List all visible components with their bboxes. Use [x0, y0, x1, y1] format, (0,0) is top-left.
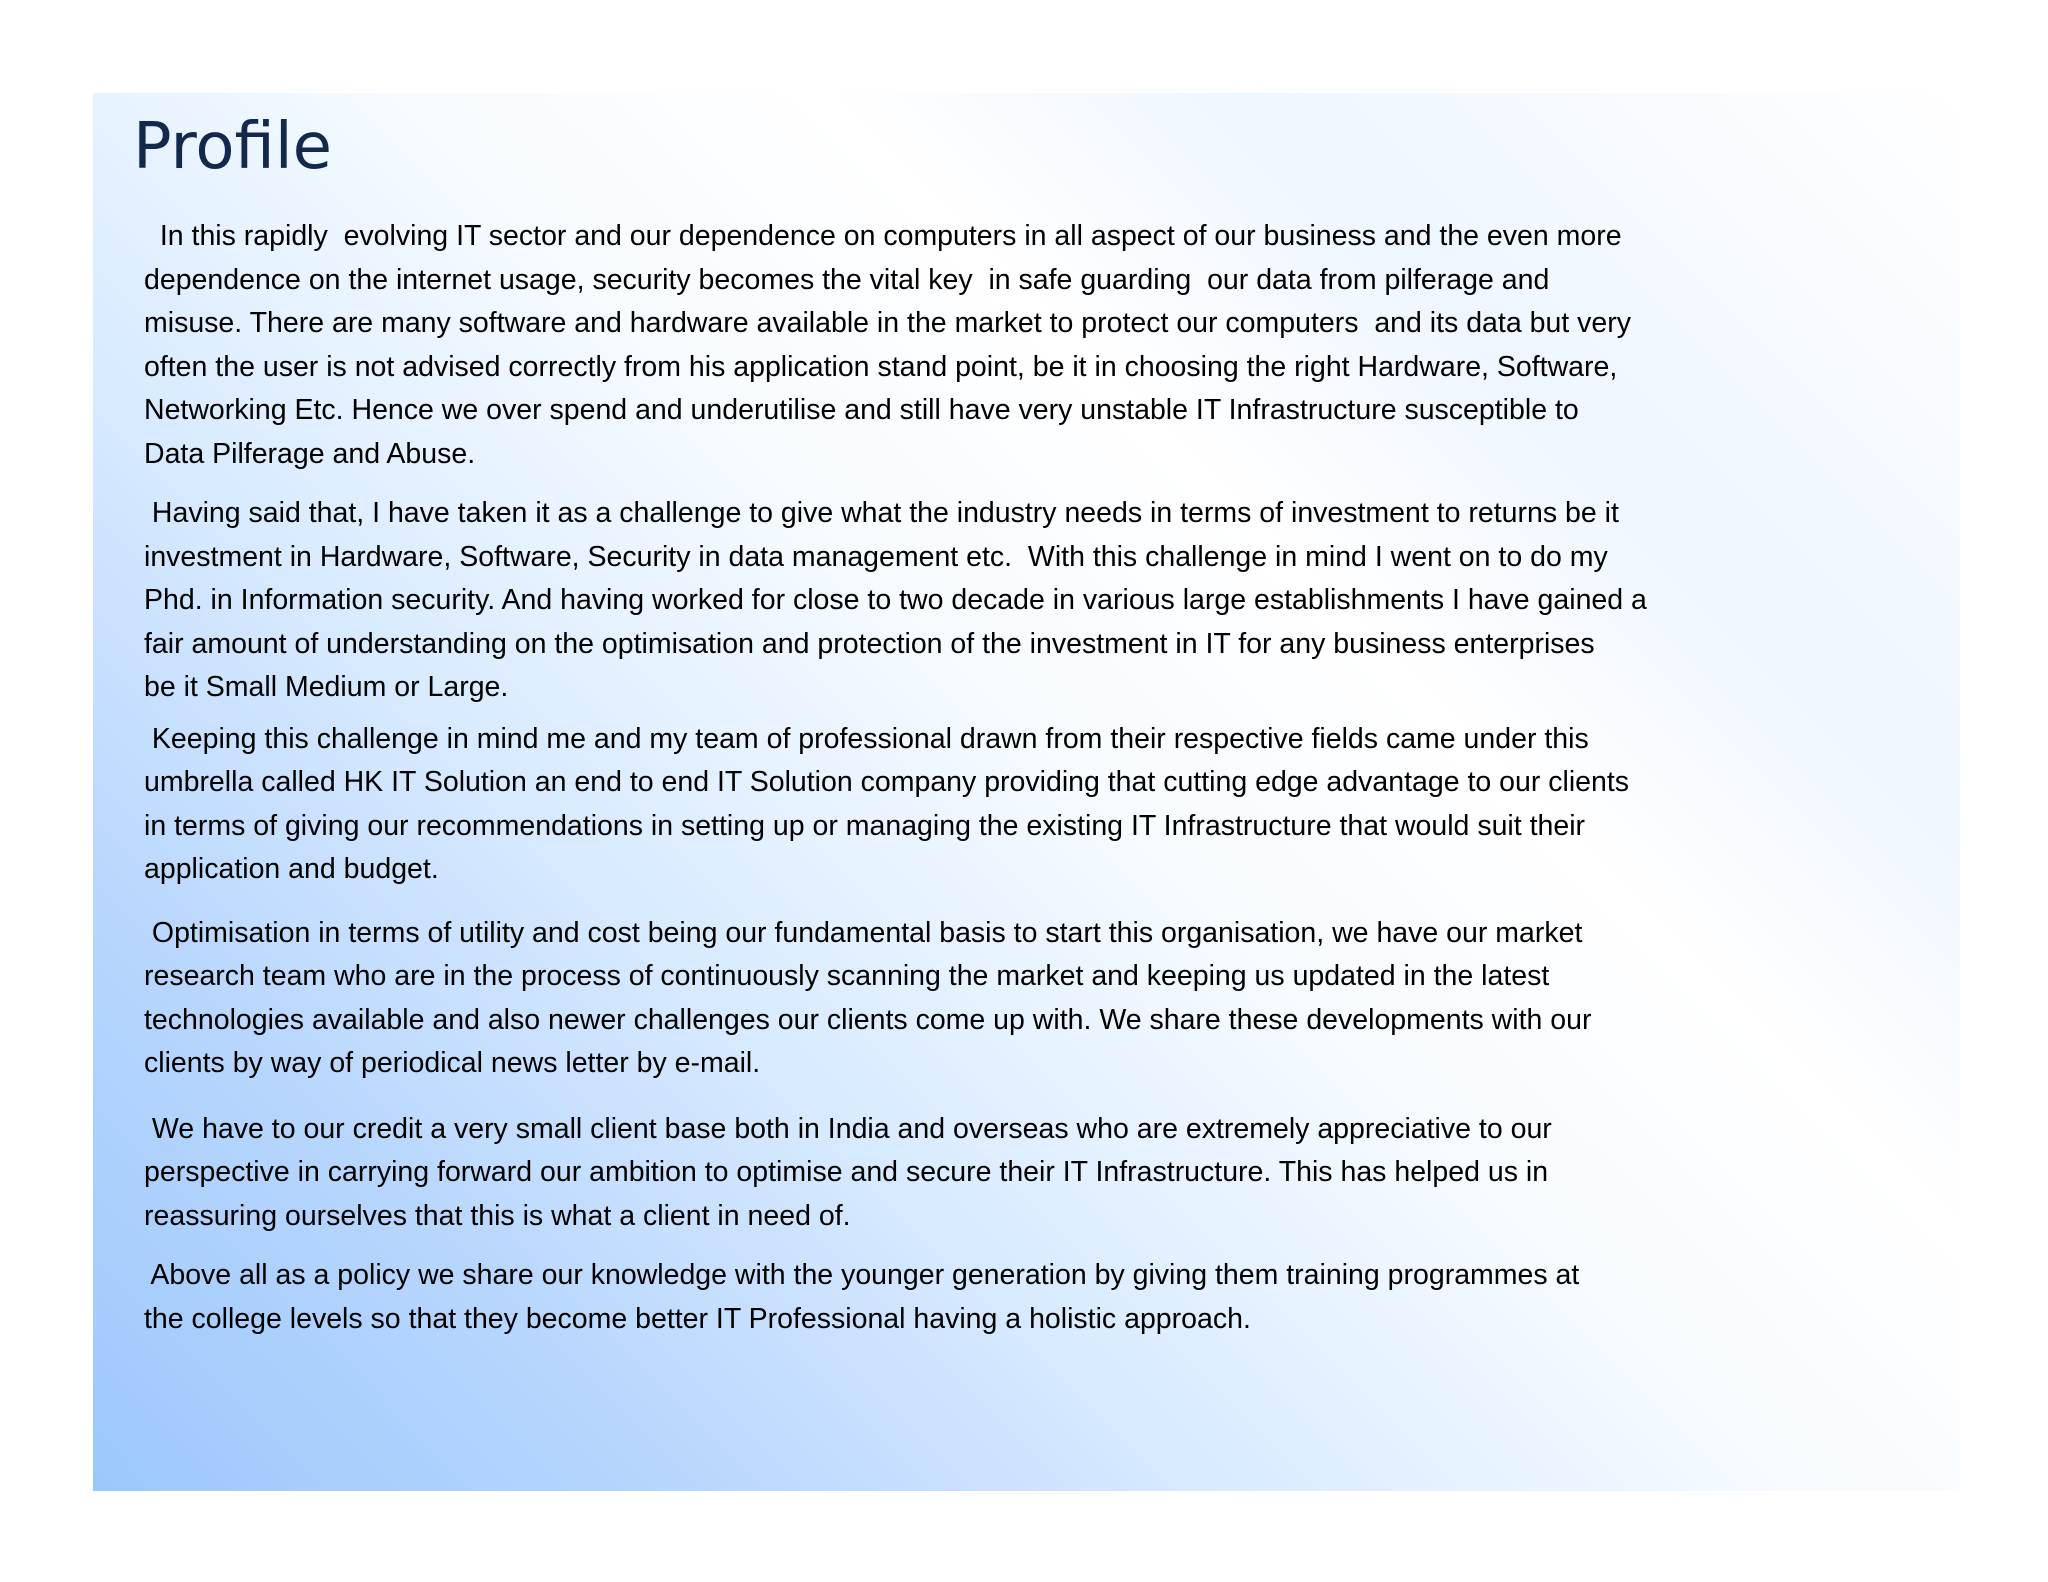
paragraph-line: Having said that, I have taken it as a challenge to give what the industry needs in terms of investment to returns be it — [144, 497, 1619, 529]
paragraph-line: Optimisation in terms of utility and cost being our fundamental basis to start this organisation, we have our market — [144, 916, 1583, 949]
paragraph-line: Networking Etc. Hence we over spend and underutilise and still have very unstable IT Infrastructure susceptible to — [144, 394, 1579, 426]
paragraph-line: the college levels so that they become better IT Professional having a holistic approach. — [144, 1302, 1251, 1335]
paragraph-line: fair amount of understanding on the optimisation and protection of the investment in IT for any business enterprises — [144, 627, 1595, 660]
paragraph-line: reassuring ourselves that this is what a client in need of. — [144, 1199, 851, 1232]
paragraph-2 — [144, 492, 1924, 710]
paragraph-line: Phd. in Information security. And having worked for close to two decade in various large establishments I have gained a — [144, 584, 1647, 616]
paragraph-line: application and budget. — [144, 853, 439, 885]
paragraph-line: clients by way of periodical news letter by e-mail. — [144, 1047, 761, 1079]
slide-body — [144, 215, 1924, 1341]
paragraph-line: umbrella called HK IT Solution an end to end IT Solution company providing that cutting edge advantage to our clients — [144, 766, 1630, 798]
paragraph-line: Keeping this challenge in mind me and my team of professional drawn from their respective fields came under this — [144, 722, 1589, 755]
paragraph-line: investment in Hardware, Software, Security in data management etc. With this challenge in mind I went on to do my — [144, 540, 1608, 573]
profile-slide — [93, 93, 1960, 1491]
slide-title: Profile — [133, 110, 332, 184]
paragraph-line: misuse. There are many software and hardware available in the market to protect our computers and its data but very — [144, 307, 1631, 339]
paragraph-4 — [144, 912, 1924, 1086]
paragraph-5 — [144, 1108, 1924, 1239]
paragraph-line: In this rapidly evolving IT sector and our dependence on computers in all aspect of our business and the even more — [144, 220, 1622, 252]
paragraph-line: We have to our credit a very small client base both in India and overseas who are extremely appreciative to our — [144, 1112, 1552, 1145]
paragraph-line: research team who are in the process of continuously scanning the market and keeping us updated in the latest — [144, 960, 1550, 992]
paragraph-line: perspective in carrying forward our ambition to optimise and secure their IT Infrastructure. This has helped us in — [144, 1156, 1549, 1188]
paragraph-1 — [144, 215, 1924, 476]
paragraph-line: Data Pilferage and Abuse. — [144, 437, 476, 470]
paragraph-line: be it Small Medium or Large. — [144, 671, 509, 703]
paragraph-line: in terms of giving our recommendations in setting up or managing the existing IT Infrastructure that would suit their — [144, 809, 1586, 842]
paragraph-line: dependence on the internet usage, security becomes the vital key in safe guarding our data from pilferage and — [144, 263, 1550, 296]
paragraph-3 — [144, 718, 1924, 892]
paragraph-line: often the user is not advised correctly from his application stand point, be it in choosing the right Hardware, Software, — [144, 350, 1618, 383]
paragraph-line: Above all as a policy we share our knowledge with the younger generation by giving them training programmes at — [144, 1259, 1580, 1291]
paragraph-line: technologies available and also newer challenges our clients come up with. We share these developments with our — [144, 1003, 1592, 1036]
paragraph-6 — [144, 1254, 1924, 1341]
